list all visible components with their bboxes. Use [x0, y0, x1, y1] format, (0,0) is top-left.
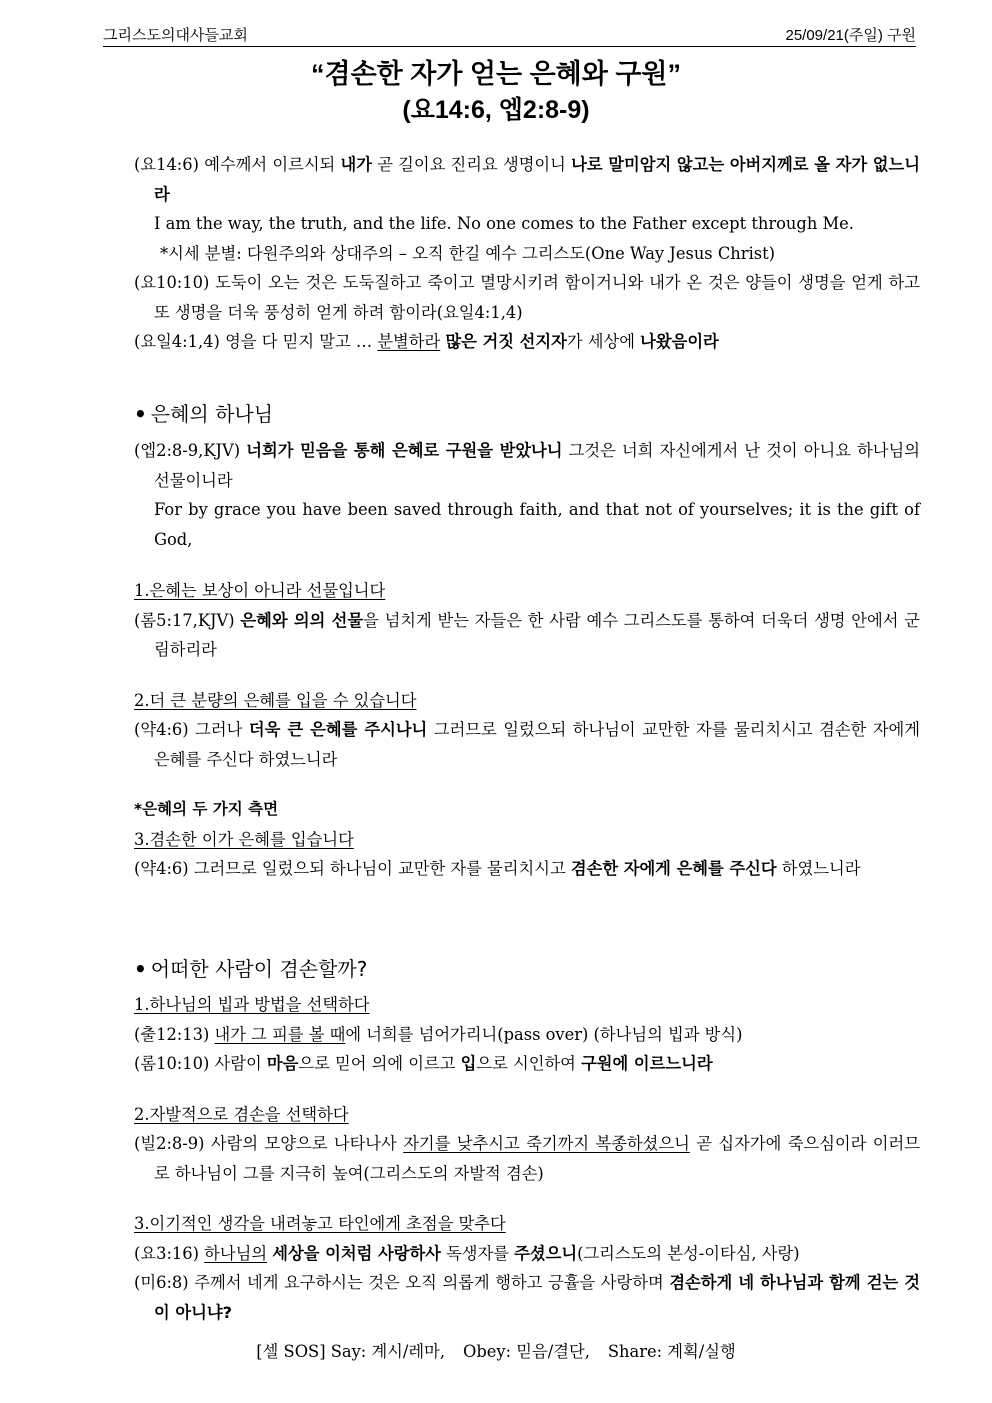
bullet-icon: •	[134, 957, 147, 981]
verse-rom-10-10: (롬10:10) 사람이 마음으로 믿어 의에 이르고 입으로 시인하여 구원에 이르느니라	[134, 1054, 713, 1073]
point-title: 1.은혜는 보상이 아니라 선물입니다	[134, 581, 386, 600]
verse-phil-2-8: (빌2:8-9) 사람의 모양으로 나타나사 자기를 낮추시고 죽기까지 복종하셨으니 곧 십자가에 죽으심이라 이러므로 하나님이 그를 지극히 높여(그리스도의 자발적 겸손)	[134, 1134, 920, 1183]
section-humble	[134, 954, 920, 984]
sermon-date: 25/09/21(주일) 구원	[785, 27, 916, 44]
title-main: “겸손한 자가 얻는 은혜와 구원”	[311, 59, 681, 89]
point-title: 2.자발적으로 겸손을 선택하다	[134, 1104, 349, 1124]
verse-john-14-6: (요14:6) 예수께서 이르시되 내가 곧 길이요 진리요 생명이니 나로 말미암지 않고는 아버지께로 올 자가 없느니라	[134, 155, 920, 204]
section-humble-body	[134, 990, 920, 1327]
section-heading: • 어떠한 사람이 겸손할까?	[134, 957, 368, 981]
verse-james-4-6: (약4:6) 그러므로 일렀으되 하나님이 교만한 자를 물리치시고 겸손한 자에게 은혜를 주신다 하였느니라	[134, 859, 861, 878]
verse-john-10-10: (요10:10) 도둑이 오는 것은 도둑질하고 죽이고 멸망시키려 함이거니와 내가 온 것은 양들이 생명을 얻게 하고 또 생명을 더욱 풍성히 얻게 하려 함이라(요일4:1,4)	[134, 273, 920, 322]
verse-micah-6-8: (미6:8) 주께서 네게 요구하시는 것은 오직 의롭게 행하고 긍휼을 사랑하며 겸손하게 네 하나님과 함께 걷는 것이 아니냐?	[134, 1273, 920, 1322]
title-reference: (요14:6, 엡2:8-9)	[402, 96, 590, 124]
cell-sos-footer	[0, 1338, 992, 1362]
section-grace-body	[134, 436, 920, 884]
footer-say: [셀 SOS] Say: 계시/레마,	[256, 1342, 446, 1361]
point-title: 2.더 큰 분량의 은혜를 입을 수 있습니다	[134, 690, 417, 710]
verse-john-3-16: (요3:16) 하나님의 세상을 이처럼 사랑하사 독생자를 주셨으니(그리스도의 본성-이타심, 사랑)	[134, 1243, 800, 1263]
point-title: 3.겸손한 이가 은혜를 입습니다	[134, 829, 354, 849]
aspects-note: *은혜의 두 가지 측면	[134, 800, 279, 818]
verse-exo-12-13: (출12:13) 내가 그 피를 볼 때에 너희를 넘어가리니(pass over) (하나님의 빕과 방식)	[134, 1024, 743, 1044]
verse-english: For by grace you have been saved through faith, and that not of yourselves; it is the gift of God,	[154, 500, 920, 549]
point-title: 3.이기적인 생각을 내려놓고 타인에게 초점을 맞추다	[134, 1214, 506, 1233]
bullet-icon: •	[134, 402, 147, 426]
page-header	[103, 20, 916, 47]
footer-share: Share: 계획/실행	[607, 1342, 736, 1361]
section-heading: • 은혜의 하나님	[134, 402, 274, 426]
verse-1john-4-1: (요일4:1,4) 영을 다 믿지 말고 … 분별하라 많은 거짓 선지자가 세상에 나왔음이라	[134, 332, 719, 351]
sermon-title	[0, 56, 992, 128]
church-name: 그리스도의대사들교회	[103, 27, 248, 44]
section-grace	[134, 399, 920, 429]
intro-section	[134, 150, 920, 357]
verse-eph-2-8: (엡2:8-9,KJV) 너희가 믿음을 통해 은혜로 구원을 받았나니 그것은 너희 자신에게서 난 것이 아니요 하나님의 선물이니라	[134, 441, 920, 490]
verse-english: I am the way, the truth, and the life. No one comes to the Father except through Me.	[154, 214, 854, 233]
footer-obey: Obey: 믿음/결단,	[463, 1342, 590, 1361]
verse-james-4-6: (약4:6) 그러나 더욱 큰 은혜를 주시나니 그러므로 일렀으되 하나님이 교만한 자를 물리치시고 겸손한 자에게 은혜를 주신다 하였느니라	[134, 720, 921, 769]
point-title: 1.하나님의 빕과 방법을 선택하다	[134, 995, 370, 1014]
verse-rom-5-17: (롬5:17,KJV) 은혜와 의의 선물을 넘치게 받는 자들은 한 사람 예수 그리스도를 통하여 더욱더 생명 안에서 군림하리라	[134, 610, 921, 659]
discernment-note: *시세 분별: 다원주의와 상대주의 – 오직 한길 예수 그리스도(One Way Jesus Christ)	[160, 243, 776, 263]
